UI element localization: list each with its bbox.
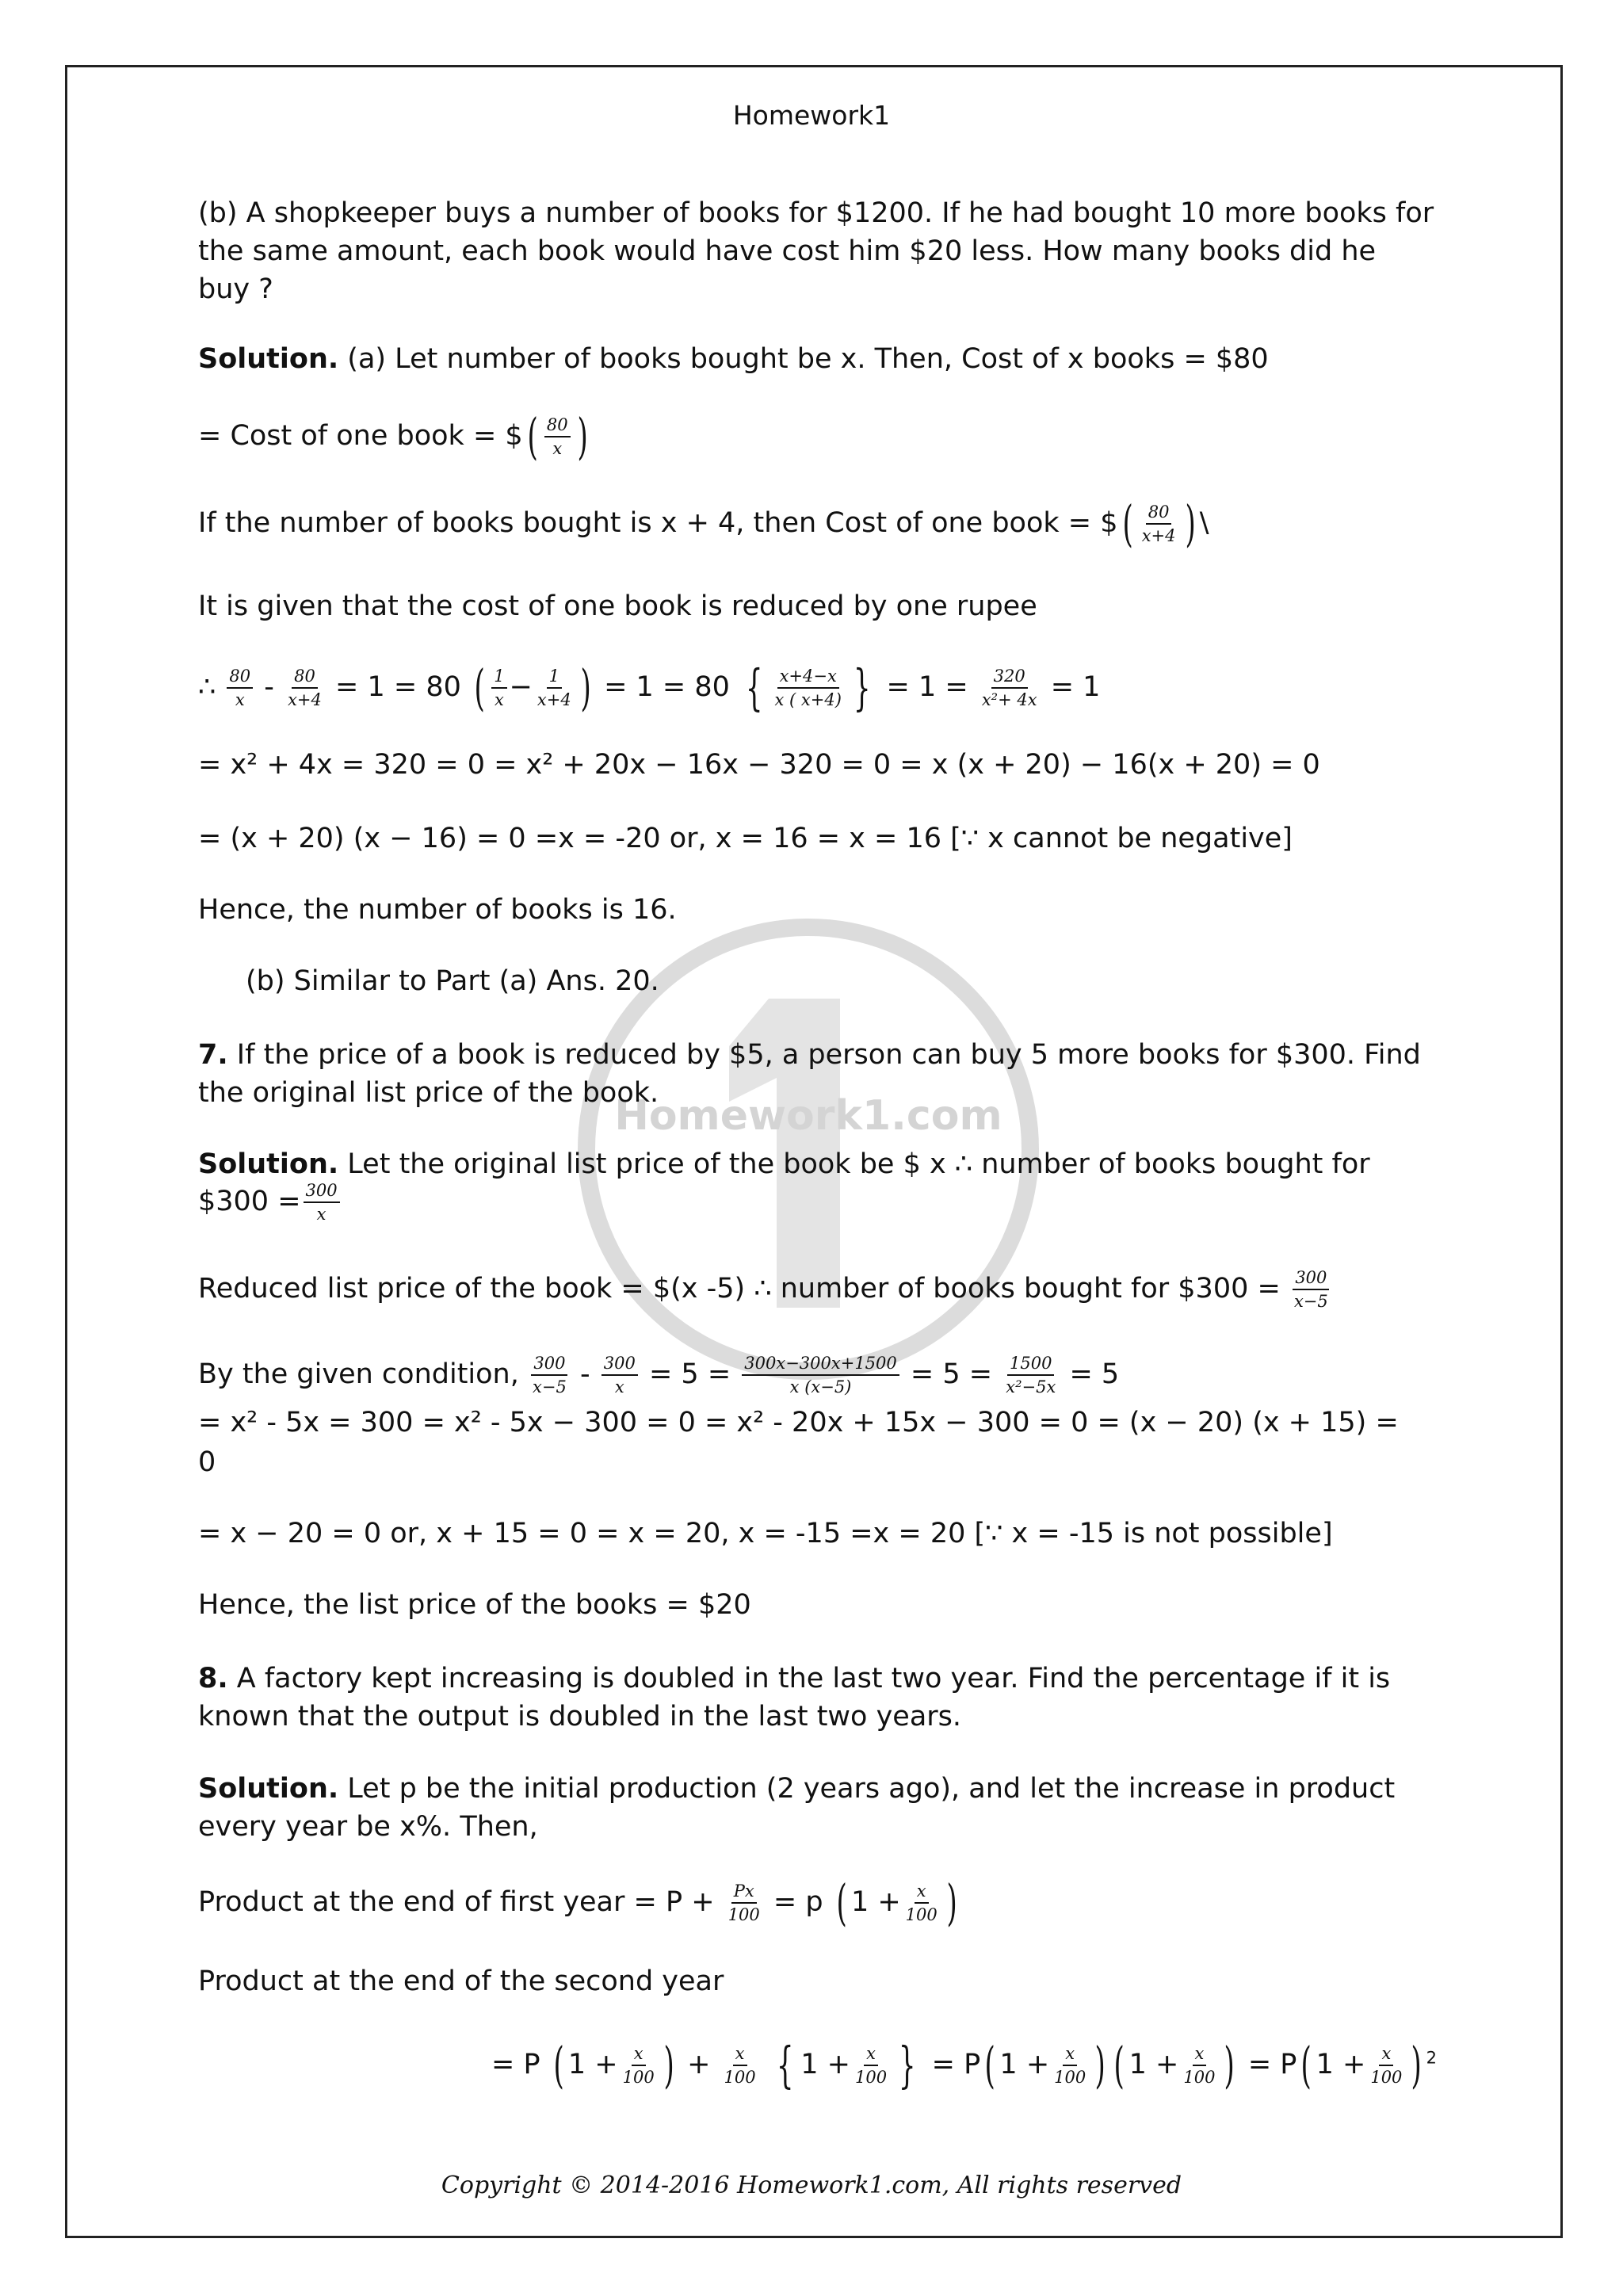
question-number: 7. [198,1039,228,1071]
solution-7-line2: Reduced list price of the book = $(x -5) ∴ number of books bought for $300 = $\frac{300}{x-5}$ [198,1268,1328,1311]
solution-7-equation3 [198,1518,1333,1549]
question-7-text: If the price of a book is reduced by $5, a person can buy 5 more books for $300. Find the original list price of the book. [198,1039,1421,1109]
solution-7-equation1: By the given condition, $\frac{300}{x-5}$ - $\frac{300}{x}$ = 5 = $\frac{300x-300x+1500}{x (x-5)}$ = 5 = $\frac{1500}{\text{x²−5x}}$ = 5 [198,1354,1120,1396]
fraction: $\frac{80}{x+4}$ [1141,502,1176,545]
solution-8-equation: = P ( 1 + $\frac{x}{100}$ ) + $\frac{x}{100}$ { 1 + $\frac{x}{100}$ } = P( 1 + $\frac{x}{100}$ ) ( 1 + $\frac{x}{100}$ ) = P( 1 + $\frac{x}{100}$ ) $^2$ [491,2036,1437,2094]
solution-6-line4 [198,590,1037,622]
equation-text: = x² + 4x = 320 = 0 = x² + 20x − 16x − 320 = 0 = x (x + 20) − 16(x + 20) = 0 [198,749,1320,781]
solution-8-line3 [198,1966,724,1997]
solution-6-equation2 [198,749,1320,781]
solution-8-line2: Product at the end of first year = P + $\frac{Px}{100}$ = p ( 1 + $\frac{x}{100}$ ) [198,1874,957,1931]
solution-8-line1 [198,1770,1434,1846]
solution-6-equation1: ∴ $\frac{80}{x}$ - $\frac{80}{x+4}$ = 1 = 80 ( $\frac{1}{x}$ − $\frac{1}{x+4}$ ) = 1 = 80 { $\frac{x+4-x}{x ( x+4)}$ } = 1 = $\frac{320}{\text{x²+ 4x}}$ = 1 [198,659,1101,716]
solution-6-line1-text: (a) Let number of books bought be x. Then, Cost of x books = $80 [347,343,1269,375]
solution-6-line2-text: = Cost of one book = $ [198,420,523,452]
solution-6-line1 [198,343,1269,375]
solution-7-conclusion [198,1589,751,1621]
question-8 [198,1660,1434,1736]
solution-label: Solution. [198,1148,339,1180]
solution-6-line3: If the number of books bought is x + 4, then Cost of one book = $( $\frac{80}{x+4}$ ) \ [198,495,1209,552]
solution-8-line1-text: Let p be the initial production (2 years ago), and let the increase in product every year be x%. Then, [198,1773,1396,1843]
copyright-footer: Copyright © 2014-2016 Homework1.com, All rights reserved [441,2172,1182,2199]
question-number: 8. [198,1663,228,1694]
conclusion-text: Hence, the list price of the books = $20 [198,1589,751,1621]
solution-label: Solution. [198,343,339,375]
page-header: Homework1 [732,100,891,131]
equation-text: = x² - 5x = 300 = x² - 5x − 300 = 0 = x² - 20x + 15x − 300 = 0 = (x − 20) (x + 15) = [198,1407,1399,1438]
watermark-text: Homework1.com [614,1092,1002,1140]
question-8-text: A factory kept increasing is doubled in the last two year. Find the percentage if it is known that the output is doubled in the last two years. [198,1663,1391,1733]
solution-6-line3-text: If the number of books bought is x + 4, then Cost of one book = $ [198,507,1118,539]
solution-label: Solution. [198,1773,339,1805]
part-b-text: (b) Similar to Part (a) Ans. 20. [246,965,659,997]
equation-text: = x − 20 = 0 or, x + 15 = 0 = x = 20, x = -15 =x = 20 [∵ x = -15 is not possible] [198,1518,1333,1549]
solution-8-line3-text: Product at the end of the second year [198,1966,724,1997]
solution-7-line2-text: Reduced list price of the book = $(x -5) ∴ number of books bought for $300 = [198,1273,1281,1305]
question-6b [198,194,1434,308]
solution-7-line1 [198,1145,1434,1183]
solution-7-equation2 [198,1407,1399,1438]
solution-7-equation2b: 0 [198,1446,216,1478]
solution-6-line4-text: It is given that the cost of one book is reduced by one rupee [198,590,1037,622]
solution-7-line1b: $300 = $\frac{300}{x}$ [198,1181,342,1224]
question-6b-text: (b) A shopkeeper buys a number of books for $1200. If he had bought 10 more books for the same amount, each book would have cost him $20 less. How many books did he buy ? [198,197,1434,305]
solution-6-line2: = Cost of one book = $( $\frac{80}{x}$ ) [198,407,588,465]
fraction: $\frac{80}{x}$ [544,415,571,458]
solution-6-conclusion [198,894,677,926]
question-7 [198,1036,1434,1112]
solution-6-equation3 [198,823,1293,854]
conclusion-text: Hence, the number of books is 16. [198,894,677,926]
solution-6-part-b [246,965,659,997]
solution-7-line1-text: Let the original list price of the book be $ x ∴ number of books bought for [347,1148,1370,1180]
equation-text: = (x + 20) (x − 16) = 0 =x = -20 or, x = 16 = x = 16 [∵ x cannot be negative] [198,823,1293,854]
